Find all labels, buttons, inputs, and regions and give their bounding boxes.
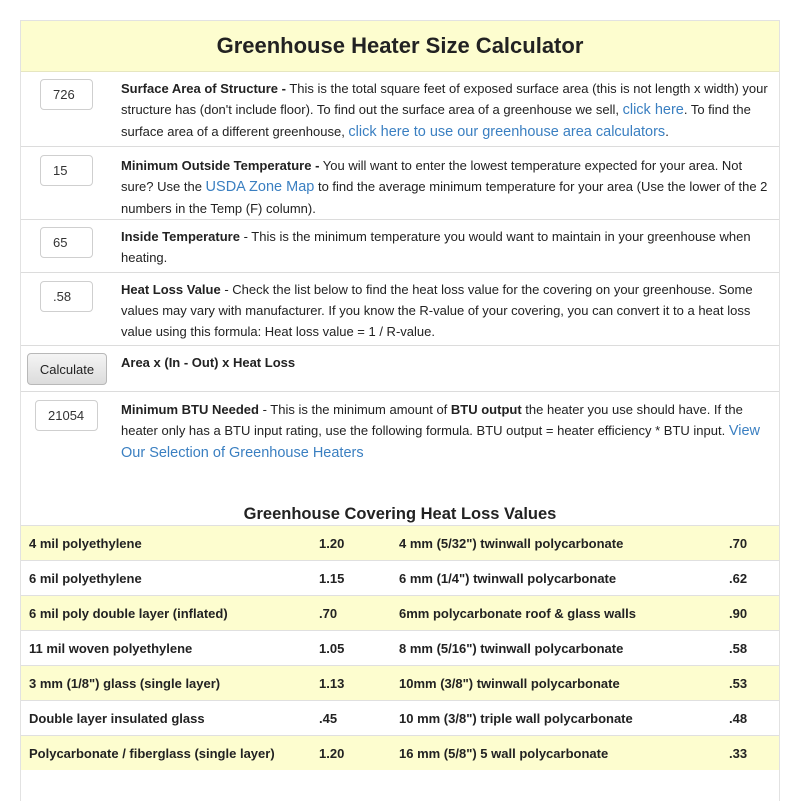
heat-loss-value: 1.20 [319,736,399,771]
heat-loss-value: 1.05 [319,631,399,666]
covering-name: 6 mil poly double layer (inflated) [21,596,319,631]
heat-loss-table [21,525,779,770]
covering-name: 4 mm (5/32") twinwall polycarbonate [399,526,729,561]
inside-temp-description: Inside Temperature - This is the minimum temperature you would want to maintain in your greenhouse when heating. [121,229,751,265]
table-row [21,701,779,736]
min-outside-temp-row [21,147,779,220]
heat-loss-value: .45 [319,701,399,736]
heat-loss-row [21,273,779,346]
calculator-panel [20,20,780,801]
heat-loss-value: 1.13 [319,666,399,701]
covering-name: 4 mil polyethylene [21,526,319,561]
usda-zone-map-link[interactable]: USDA Zone Map [205,179,315,195]
min-outside-temp-input[interactable] [40,155,93,186]
min-outside-temp-description: Minimum Outside Temperature - You will want to enter the lowest temperature expected for your area. Not sure? Use the USDA Zone Map to find the average minimum temperature for your area (Use the lower of the 2 numbers in the Temp (F) column). [121,158,768,216]
area-calculators-link[interactable]: click here to use our greenhouse area calculators [348,124,666,140]
table-row [21,631,779,666]
covering-name: 6mm polycarbonate roof & glass walls [399,596,729,631]
covering-name: 3 mm (1/8") glass (single layer) [21,666,319,701]
covering-name: 8 mm (5/16") twinwall polycarbonate [399,631,729,666]
min-btu-output[interactable] [35,400,98,431]
heat-loss-value: .70 [319,596,399,631]
min-btu-row [21,392,779,492]
covering-name: 6 mil polyethylene [21,561,319,596]
heat-loss-value: .53 [729,666,779,701]
inside-temp-row [21,220,779,273]
inside-temp-input[interactable] [40,227,93,258]
heat-loss-value: .33 [729,736,779,771]
title-bar [21,21,779,72]
min-btu-description: Minimum BTU Needed - This is the minimum amount of BTU output the heater you use should have. If the heater only has a BTU input rating, use the following formula. BTU output = heater efficiency * BTU input. View Our Selection of Greenhouse Heaters [121,402,761,461]
covering-name: 11 mil woven polyethylene [21,631,319,666]
covering-name: 16 mm (5/8") 5 wall polycarbonate [399,736,729,771]
covering-name: 6 mm (1/4") twinwall polycarbonate [399,561,729,596]
table-row [21,666,779,701]
table-row [21,596,779,631]
surface-area-input[interactable] [40,79,93,110]
page-title: Greenhouse Heater Size Calculator [216,33,584,58]
table-row [21,526,779,561]
calculate-button[interactable]: Calculate [27,353,107,385]
heat-loss-value: .62 [729,561,779,596]
heat-loss-value: .70 [729,526,779,561]
table-row [21,561,779,596]
heat-loss-description: Heat Loss Value - Check the list below to find the heat loss value for the covering on your greenhouse. Some values may vary with manufacturer. If you know the R-value of your covering, you can convert it to a heat loss value using this formula: Heat loss value = 1 / R-value. [121,282,753,339]
heat-loss-value: 1.15 [319,561,399,596]
surface-area-row [21,72,779,147]
heat-loss-value: .58 [729,631,779,666]
table-row [21,736,779,771]
inside-temp-label: Inside Temperature [121,229,240,244]
covering-name: 10 mm (3/8") triple wall polycarbonate [399,701,729,736]
formula-text: Area x (In - Out) x Heat Loss [121,355,296,370]
heat-loss-value: 1.20 [319,526,399,561]
heat-loss-value: .48 [729,701,779,736]
min-btu-label: Minimum BTU Needed [121,402,259,417]
calculate-row [21,346,779,392]
covering-name: Polycarbonate / fiberglass (single layer) [21,736,319,771]
heat-loss-value: .90 [729,596,779,631]
greenhouse-heaters-link[interactable]: View Our Selection of Greenhouse Heaters [121,423,761,461]
heat-loss-input[interactable] [40,281,93,312]
surface-area-label: Surface Area of Structure - [121,81,286,96]
surface-area-description: Surface Area of Structure - This is the total square feet of exposed surface area (this is not length x width) your structure has (don't include floor). To find out the surface area of a greenhouse we sell, click here. To find the surface area of a different greenhouse, click here to use our greenhouse area calculators. [121,81,768,140]
min-outside-temp-label: Minimum Outside Temperature - [121,158,320,173]
greenhouse-surface-link[interactable]: click here [622,102,684,118]
covering-name: Double layer insulated glass [21,701,319,736]
heat-loss-table-title: Greenhouse Covering Heat Loss Values [243,505,557,523]
covering-name: 10mm (3/8") twinwall polycarbonate [399,666,729,701]
heat-loss-label: Heat Loss Value [121,282,221,297]
